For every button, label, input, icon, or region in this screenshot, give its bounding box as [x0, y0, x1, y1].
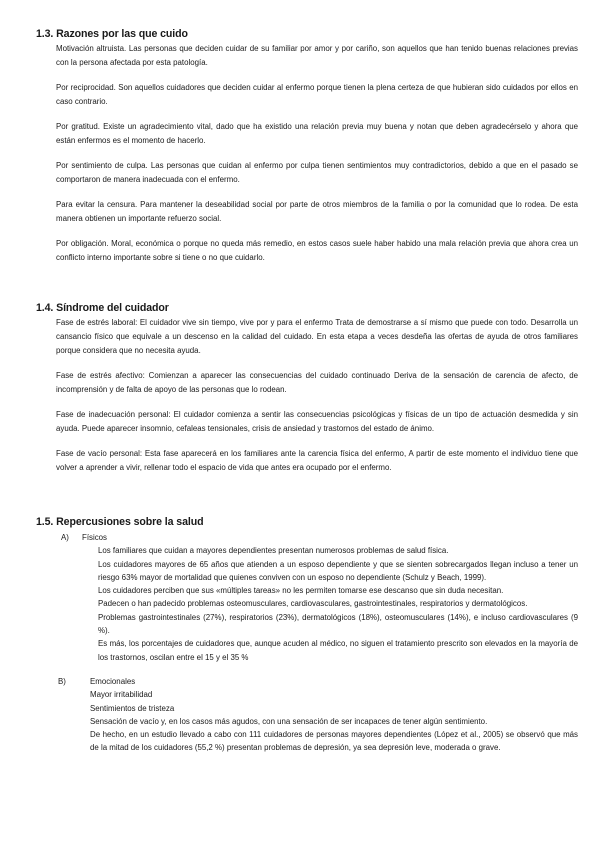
subsection-emocionales	[56, 675, 578, 755]
paragraph: Para evitar la censura. Para mantener la deseabilidad social por parte de otros miembros de la familia o por la comunidad que lo rodea. De esta manera obtienen un importante refuerzo social.	[56, 199, 578, 223]
paragraph: Fase de estrés afectivo: Comienzan a aparecer las consecuencias del cuidado continuado Deriva de la sensación de carencia de afecto, de incomprensión y de falta de apoyo de las personas que lo rodean.	[56, 371, 578, 395]
section-heading: 1.4. Síndrome del cuidador	[36, 302, 169, 314]
paragraph: Fase de vacío personal: Esta fase aparecerá en los familiares ante la carencia física del enfermo, A partir de este momento el individuo tiene que volver a aprender a vivir, rellenar todo el espacio de vida que antes era ocupado por el enfermo.	[56, 448, 578, 473]
section-sindrome	[36, 302, 580, 475]
subsection-title: Físicos	[82, 533, 107, 542]
subsection-fisicos	[56, 531, 578, 664]
list-item: Sentimientos de tristeza	[90, 703, 175, 713]
subsection-items	[90, 688, 578, 754]
paragraph: Por gratitud. Existe un agradecimiento vital, dado que ha existido una relación previa muy buena y notan que deben agradecérselo y ahora que están enfermos es el momento de hacerlo.	[56, 121, 578, 146]
section-razones	[36, 28, 580, 265]
subsection-title: Emocionales	[90, 676, 136, 686]
list-item: Los cuidadores mayores de 65 años que atienden a un esposo dependiente y que se sienten sobrecargados llegan incluso a tener un riesgo 63% mayor de mortalidad que quienes conviven con un esposo no dependiente (Schulz y Beach, 1999).	[98, 559, 578, 582]
section-heading: 1.3. Razones por las que cuido	[36, 28, 188, 40]
section-repercusiones	[36, 516, 580, 755]
paragraph: Fase de inadecuación personal: El cuidador comienza a sentir las consecuencias psicológicas y físicas de un tipo de actuación desmedida y sin ayuda. Puede aparecer insomnio, cefaleas tensionales, crisis de ansiedad y trastornos del estado de ánimo.	[56, 410, 578, 434]
subsection-letter: A)	[61, 533, 69, 542]
subsection-letter: B)	[58, 676, 66, 686]
paragraph: Motivación altruista. Las personas que deciden cuidar de su familiar por amor y por cariño, son aquellos que han tenido buenas relaciones previas con la persona afectada por esta patología.	[56, 44, 578, 68]
section-body	[56, 42, 578, 265]
paragraph: Por sentimiento de culpa. Las personas que cuidan al enfermo por culpa tienen sentimientos muy contradictorios, debido a que en el pasado se comportaron de manera inadecuada con el enfermo.	[56, 160, 578, 184]
section-heading: 1.5. Repercusiones sobre la salud	[36, 516, 204, 528]
paragraph: Por reciprocidad. Son aquellos cuidadores que deciden cuidar al enfermo porque tienen la plena certeza de que hubieran sido cuidados por ellos en caso contrario.	[56, 82, 578, 107]
list-item: Sensación de vacío y, en los casos más agudos, con una sensación de ser incapaces de tener algún sentimiento.	[90, 716, 488, 726]
list-item: Padecen o han padecido problemas osteomusculares, cardiovasculares, gastrointestinales, respiratorios y dermatológicos.	[98, 599, 528, 609]
subsection-items	[98, 544, 578, 664]
list-item: Problemas gastrointestinales (27%), respiratorios (23%), dermatológicos (18%), osteomusculares (14%), e incluso cardiovasculares (9 %).	[98, 612, 578, 636]
list-item: Mayor irritabilidad	[90, 690, 153, 700]
list-item: Los cuidadores perciben que sus «múltiples tareas» no les permiten tomarse ese descanso que sin duda necesitan.	[98, 586, 504, 596]
list-item: Es más, los porcentajes de cuidadores que, aunque acuden al médico, no siguen el tratamiento prescrito son elevados en la mayoría de los trastornos, oscilan entre el 15 y el 35 %	[98, 639, 578, 662]
list-item: De hecho, en un estudio llevado a cabo con 111 cuidadores de personas mayores dependientes (López et al., 2005) se observó que más de la mitad de los cuidadores (55,2 %) presentan problemas de depresión, ya sea depresión leve, moderada o grave.	[90, 730, 578, 753]
list-item: Los familiares que cuidan a mayores dependientes presentan numerosos problemas de salud física.	[98, 546, 449, 556]
paragraph: Fase de estrés laboral: El cuidador vive sin tiempo, vive por y para el enfermo Trata de demostrarse a sí mismo que puede con todo. Desarrolla un cansancio físico que equivale a un descenso en la calidad del cuidado. En esta etapa a veces desdeña las ofertas de ayuda de otros familiares porque considera que no necesita ayuda.	[56, 318, 578, 356]
section-body	[56, 316, 578, 475]
paragraph: Por obligación. Moral, económica o porque no queda más remedio, en estos casos suele haber habido una mala relación previa que ahora crea un conflicto interno importante sobre si tiene o no que cuidarlo.	[56, 238, 578, 262]
